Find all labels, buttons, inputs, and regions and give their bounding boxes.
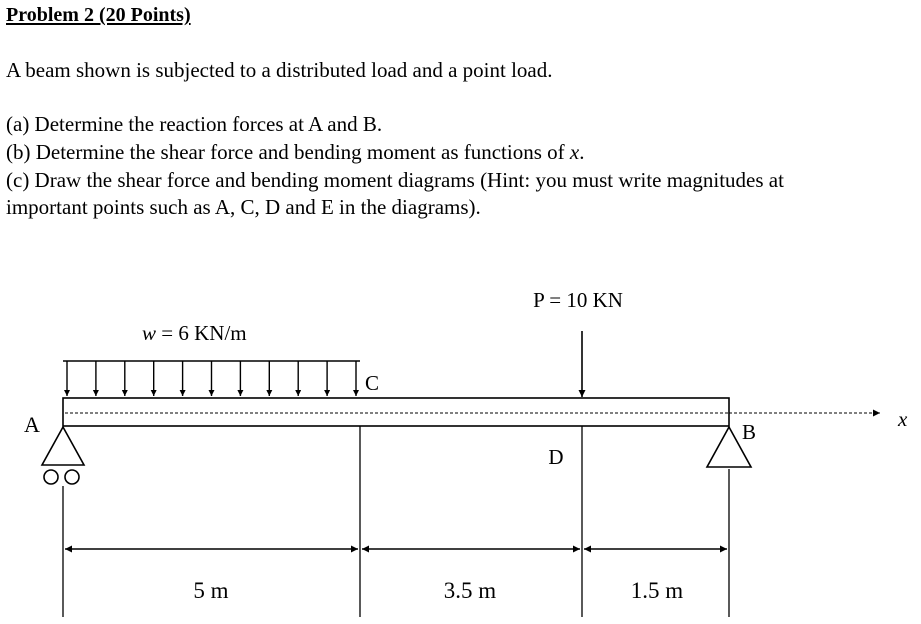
part-b-prefix: (b) Determine the shear force and bending moment as functions of <box>6 140 570 164</box>
point-load-label: P = 10 KN <box>533 288 623 312</box>
problem-intro: A beam shown is subjected to a distributed load and a point load. <box>6 58 553 82</box>
label-b: B <box>742 420 757 444</box>
part-b-suffix: . <box>579 140 585 164</box>
problem-title: Problem 2 (20 Points) <box>6 4 191 26</box>
dimension-db: 1.5 m <box>630 578 684 603</box>
dimension-reference-lines <box>63 426 729 617</box>
label-a: A <box>24 412 40 437</box>
part-c-text-line1: (c) Draw the shear force and bending moment diagrams (Hint: you must write magnitudes at <box>6 168 784 192</box>
distributed-load-label <box>142 321 247 345</box>
part-a-text: (a) Determine the reaction forces at A and B. <box>6 112 383 136</box>
label-c: C <box>365 371 380 395</box>
dimension-cd: 3.5 m <box>443 578 497 603</box>
distributed-load <box>63 361 360 396</box>
part-b-variable: x <box>569 140 580 164</box>
beam <box>63 398 729 426</box>
label-d: D <box>548 445 564 469</box>
dimension-ac: 5 m <box>193 578 229 603</box>
part-c-text-line2: important points such as A, C, D and E in the diagrams). <box>6 195 481 219</box>
distributed-load-variable: w <box>142 321 157 345</box>
x-axis-label: x <box>898 407 908 431</box>
roller-support-a <box>42 427 84 484</box>
distributed-load-value: = 6 KN/m <box>156 321 247 345</box>
